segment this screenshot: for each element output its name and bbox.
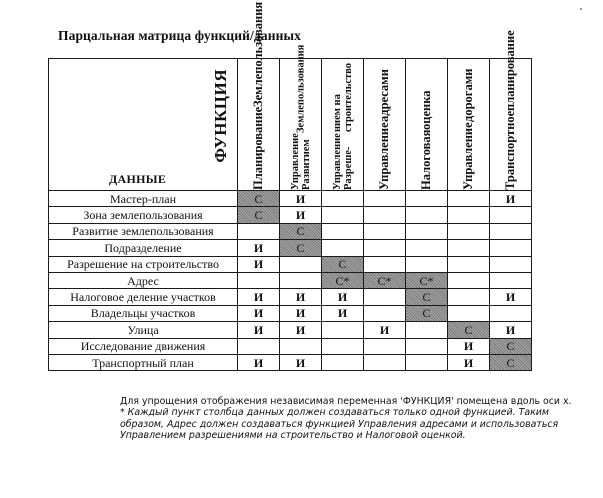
matrix-cell [490,272,532,288]
matrix-cell [364,256,406,272]
matrix-body [49,191,532,371]
matrix-cell [364,223,406,239]
matrix-cell [448,191,490,207]
creates-cell: С [322,256,364,272]
note-asterisk: * Каждый пункт столбца данных должен создаваться только одной функцией. Таким образом, Адрес должен создаваться функцией Управления адресами и использоваться Управлением разрешениями на строительство и Налоговой оценкой. [120,407,559,441]
row-label: Адрес [49,272,238,288]
table-row [49,191,532,207]
matrix-cell [238,223,280,239]
matrix-cell [448,240,490,256]
table-row [49,338,532,354]
row-label: Подразделение [49,240,238,256]
matrix-cell [448,289,490,305]
matrix-cell: И [490,289,532,305]
matrix-cell: И [238,240,280,256]
matrix-cell [406,240,448,256]
column-header-road-mgmt: Управление дорогами [448,59,490,191]
creates-cell: С [448,322,490,338]
matrix-cell: И [238,256,280,272]
matrix-cell [322,240,364,256]
column-header-land-use-planning: Планирование Землепользования [238,59,280,191]
matrix-cell: И [448,338,490,354]
column-header-transport-planning: Транспортное планирование [490,59,532,191]
footnotes [120,396,590,441]
creates-cell: С* [364,272,406,288]
matrix-cell [448,305,490,321]
matrix-cell [322,354,364,370]
table-row [49,354,532,370]
creates-cell: С [280,240,322,256]
creates-cell: С [490,338,532,354]
table-row [49,207,532,223]
header-row [49,59,532,191]
table-row [49,272,532,288]
matrix-cell [280,338,322,354]
matrix-cell [490,256,532,272]
matrix-cell [406,207,448,223]
matrix-cell: И [490,191,532,207]
matrix-cell: И [238,354,280,370]
matrix-cell [490,240,532,256]
matrix-cell [490,207,532,223]
matrix-cell [238,338,280,354]
matrix-cell [238,272,280,288]
creates-cell: С* [322,272,364,288]
matrix-cell [406,322,448,338]
creates-cell: С [406,305,448,321]
matrix-cell [364,305,406,321]
row-label: Мастер-план [49,191,238,207]
matrix-cell: И [280,322,322,338]
row-label: Разрешение на строительство [49,256,238,272]
matrix-cell [448,223,490,239]
matrix-cell [322,322,364,338]
table-row [49,256,532,272]
creates-cell: С [238,207,280,223]
creates-cell: С [238,191,280,207]
matrix-cell: И [238,322,280,338]
column-header-address-mgmt: Управление адресами [364,59,406,191]
matrix-cell: И [238,289,280,305]
creates-cell: С [406,289,448,305]
creates-cell: С [490,354,532,370]
matrix-cell: И [364,322,406,338]
matrix-cell [448,272,490,288]
column-header-building-permit-mgmt: Управление Разреше- нием на строительство [322,59,364,191]
matrix-cell [406,338,448,354]
matrix-cell [448,207,490,223]
matrix-cell: И [448,354,490,370]
matrix-cell [322,191,364,207]
matrix-cell [364,207,406,223]
table-row [49,223,532,239]
note-axis: Для упрощения отображения независимая переменная 'ФУНКЦИЯ' помещена вдоль оси x. [120,396,572,407]
matrix-cell: И [238,305,280,321]
row-label: Улица [49,322,238,338]
column-header-tax-assessment: Налоговая оценка [406,59,448,191]
matrix-cell: И [280,305,322,321]
matrix-cell [364,354,406,370]
matrix-cell [364,338,406,354]
matrix-cell [406,191,448,207]
matrix-cell: И [490,322,532,338]
matrix-cell [322,207,364,223]
matrix-cell: И [280,191,322,207]
function-axis-label: ФУНКЦИЯ [211,69,230,163]
row-label: Развитие землепользования [49,223,238,239]
matrix-cell: И [280,207,322,223]
creates-cell: С* [406,272,448,288]
matrix-cell: И [322,305,364,321]
matrix-cell [490,223,532,239]
matrix-cell [322,338,364,354]
row-label: Владельцы участков [49,305,238,321]
matrix-cell [364,240,406,256]
table-row [49,240,532,256]
scan-speck [580,8,582,10]
matrix-cell: И [280,354,322,370]
matrix-cell [406,256,448,272]
creates-cell: С [280,223,322,239]
row-label: Зона землепользования [49,207,238,223]
page-title: Парцальная матрица функций/данных [58,28,301,43]
table-row [49,289,532,305]
matrix-cell [280,272,322,288]
matrix-cell [490,305,532,321]
matrix-cell: И [280,289,322,305]
matrix-cell [280,256,322,272]
matrix-cell [364,289,406,305]
row-label: Транспортный план [49,354,238,370]
row-label: Исследование движения [49,338,238,354]
axis-corner [49,59,238,191]
matrix-cell [322,223,364,239]
column-header-land-development-mgmt: Управление Развитием Землепользования [280,59,322,191]
matrix-cell [364,191,406,207]
table-row [49,322,532,338]
matrix-cell [448,256,490,272]
matrix-cell [406,354,448,370]
data-axis-label: ДАННЫЕ [109,172,167,186]
matrix-cell: И [322,289,364,305]
table-row [49,305,532,321]
matrix-cell [406,223,448,239]
row-label: Налоговое деление участков [49,289,238,305]
